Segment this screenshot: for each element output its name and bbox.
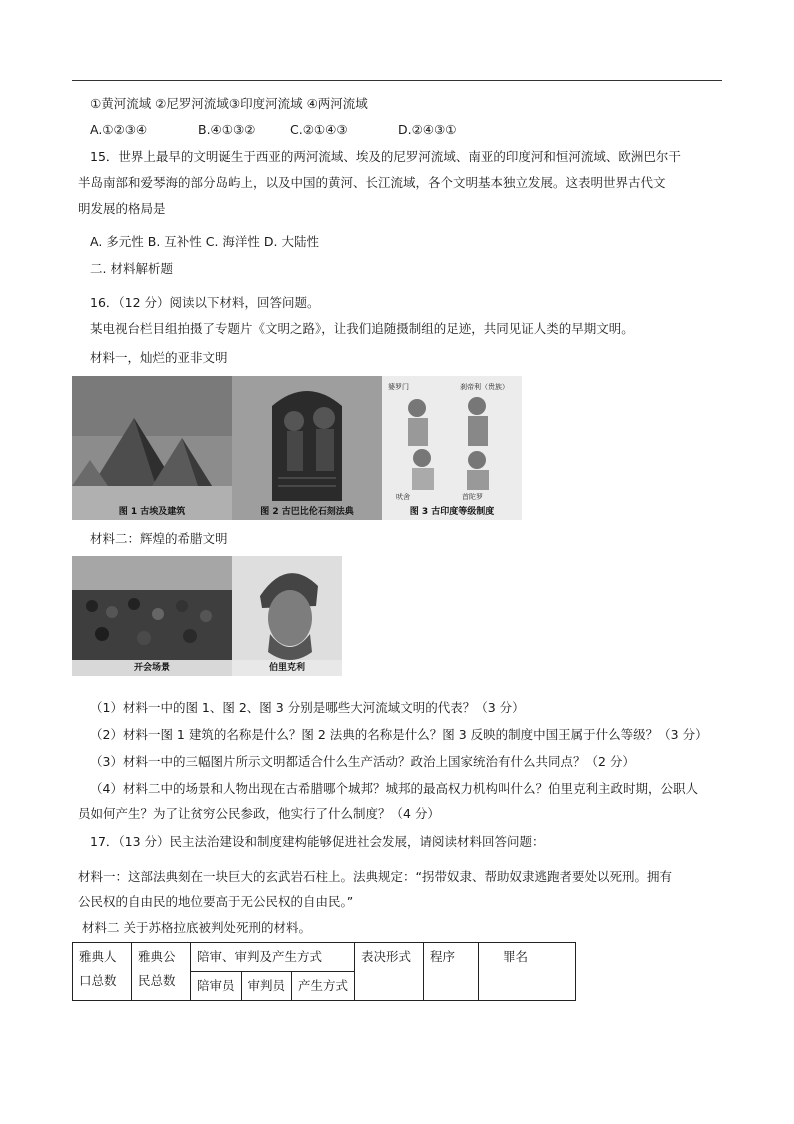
caste-label-shudra: 首陀罗 (462, 493, 483, 501)
q15-line-2: 半岛南部和爱琴海的部分岛屿上，以及中国的黄河、长江流域，各个文明基本独立发展。这表明世界古代文 (78, 175, 666, 190)
q16-question-1: （1）材料一中的图 1、图 2、图 3 分别是哪些大河流域文明的代表？（3 分） (90, 700, 525, 715)
q15-options: A. 多元性 B. 互补性 C. 海洋性 D. 大陆性 (90, 234, 319, 249)
q16-question-4a: （4）材料二中的场景和人物出现在古希腊哪个城邦？城邦的最高权力机构叫什么？伯里克利主政时期，公职人 (90, 781, 698, 796)
figure-egypt-pyramids (72, 376, 232, 520)
figure-pericles-bust (232, 556, 342, 676)
q15-line-3: 明发展的格局是 (78, 201, 166, 216)
figure-2-caption: 图 2 古巴比伦石刻法典 (260, 507, 354, 517)
q16-intro: 某电视台栏目组拍摄了专题片《文明之路》，让我们追随摄制组的足迹，共同见证人类的早期文明。 (90, 321, 634, 336)
q14-options (90, 124, 456, 137)
section-heading: 二. 材料解析题 (90, 261, 173, 276)
col-vote-form: 表决形式 (355, 943, 424, 1001)
caste-label-brahmin: 婆罗门 (388, 383, 409, 391)
header-rule (72, 80, 722, 81)
figure-1-caption: 图 1 古埃及建筑 (118, 507, 186, 517)
q17-material1-line-1: 材料一：这部法典刻在一块巨大的玄武岩石柱上。法典规定：“拐带奴隶、帮助奴隶逃跑者要处以死刑。拥有 (78, 869, 672, 884)
q14-option-a: A.①②③④ (90, 122, 148, 137)
assembly-caption: 开会场景 (133, 663, 170, 673)
col-jurors: 陪审员 (191, 971, 242, 1000)
q17-material2-label: 材料二 关于苏格拉底被判处死刑的材料。 (82, 920, 311, 935)
figure-3-caption: 图 3 古印度等级制度 (409, 507, 495, 517)
q16-head: 16．（12 分）阅读以下材料，回答问题。 (90, 295, 320, 310)
figure-india-caste (382, 376, 522, 520)
col-judges: 审判员 (241, 971, 292, 1000)
col-procedure: 程序 (424, 943, 479, 1001)
caste-label-vaishya: 吠舍 (396, 493, 410, 501)
q14-option-d: D.②④③① (398, 122, 457, 137)
caste-label-kshatriya: 刹帝利（贵族） (460, 383, 509, 391)
q16-material2-label: 材料二：辉煌的希腊文明 (90, 531, 228, 546)
q16-question-3: （3）材料一中的三幅图片所示文明都适合什么生产活动？政治上国家统治有什么共同点？（2 分） (90, 754, 635, 769)
q17-material1-line-2: 公民权的自由民的地位要高于无公民权的自由民。” (78, 894, 354, 909)
q17-head: 17．（13 分）民主法治建设和制度建构能够促进社会发展，请阅读材料回答问题： (90, 834, 545, 849)
col-jury-group: 陪审、审判及产生方式 (191, 943, 355, 972)
q14-option-c: C.②①④③ (290, 122, 348, 137)
q16-question-4b: 员如何产生？为了让贫穷公民参政，他实行了什么制度？（4 分） (78, 806, 440, 821)
col-charge: 罪名 (479, 943, 576, 1001)
figure-assembly-scene (72, 556, 232, 676)
q14-items: ①黄河流域 ②尼罗河流域③印度河流域 ④两河流域 (90, 96, 368, 111)
col-selection-method: 产生方式 (292, 971, 355, 1000)
col-athens-citizens: 雅典公民总数 (132, 943, 191, 1001)
col-athens-population: 雅典人口总数 (73, 943, 132, 1001)
figure-babylon-stele (232, 376, 382, 520)
q14-option-b: B.④①③② (198, 122, 256, 137)
q15-line-1: 15．世界上最早的文明诞生于西亚的两河流域、埃及的尼罗河流域、南亚的印度河和恒河流域、欧洲巴尔干 (90, 149, 681, 164)
socrates-trial-table (72, 942, 576, 1001)
q16-question-2: （2）材料一图 1 建筑的名称是什么？图 2 法典的名称是什么？图 3 反映的制度中国王属于什么等级？（3 分） (90, 727, 708, 742)
q16-material1-label: 材料一，灿烂的亚非文明 (90, 350, 228, 365)
pericles-caption: 伯里克利 (268, 663, 305, 673)
